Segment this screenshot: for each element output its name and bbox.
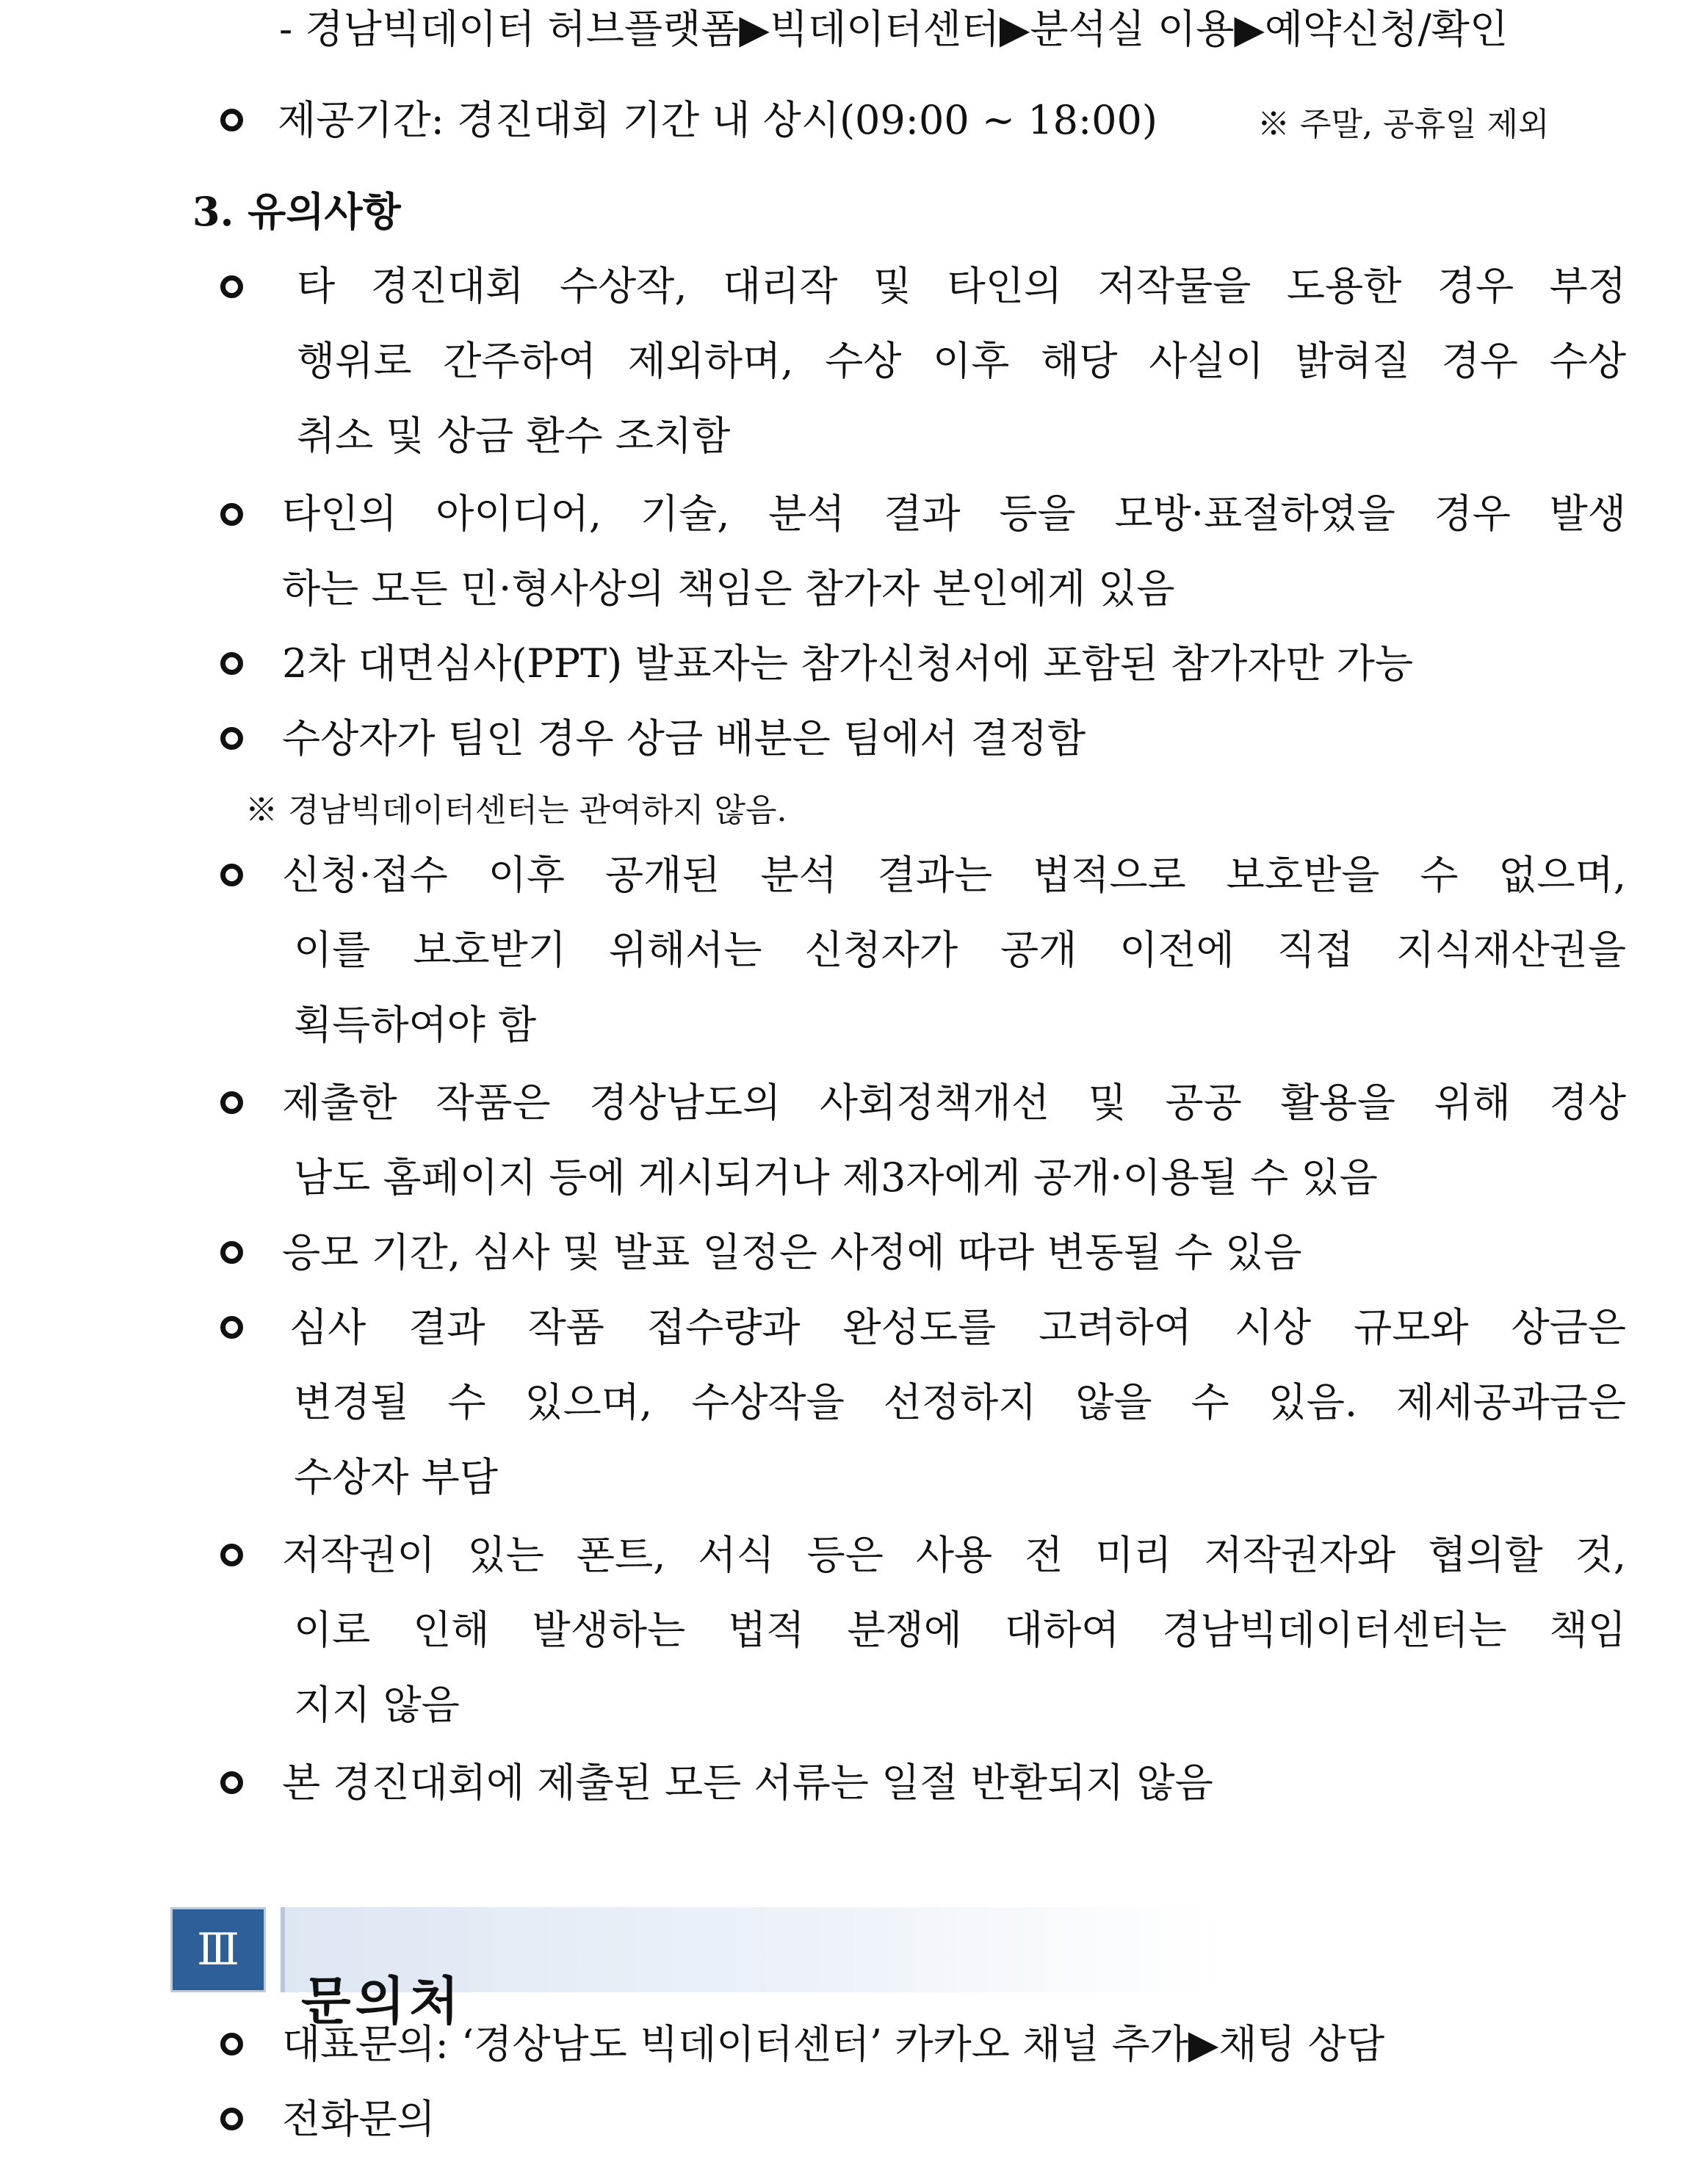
bullet-icon: [220, 1091, 243, 1114]
notice-line: 수상자가 팀인 경우 상금 배분은 팀에서 결정함: [282, 715, 1086, 762]
period-text: 제공기간: 경진대회 기간 내 상시(09:00 ~ 18:00): [278, 97, 1158, 143]
bullet-icon: [220, 1241, 243, 1264]
bullet-icon: [220, 864, 243, 886]
notice-line: 이로 인해 발생하는 법적 분쟁에 대하여 경남빅데이터센터는 책임: [294, 1607, 1626, 1653]
notice-line: 2차 대면심사(PPT) 발표자는 참가신청서에 포함된 참가자만 가능: [282, 640, 1414, 687]
contact-line: 대표문의: ‘경상남도 빅데이터센터’ 카카오 채널 추가▶채팅 상담: [282, 2021, 1385, 2067]
period-note: ※ 주말, 공휴일 제외: [1257, 106, 1550, 143]
notice-line: 본 경진대회에 제출된 모든 서류는 일절 반환되지 않음: [282, 1760, 1213, 1806]
contact-line: 전화문의: [282, 2096, 436, 2142]
bullet-icon: [220, 275, 243, 298]
bullet-icon: [220, 1771, 243, 1794]
notice-line: 저작권이 있는 폰트, 서식 등은 사용 전 미리 저작권자와 협의할 것,: [282, 1532, 1626, 1578]
notice-line: 제출한 작품은 경상남도의 사회정책개선 및 공공 활용을 위해 경상: [282, 1080, 1626, 1126]
notice-line: 심사 결과 작품 접수량과 완성도를 고려하여 시상 규모와 상금은: [289, 1304, 1626, 1350]
notice-line: 취소 및 상금 환수 조치함: [297, 413, 731, 459]
notice-line: 남도 홈페이지 등에 게시되거나 제3자에게 공개·이용될 수 있음: [294, 1154, 1378, 1201]
notice-line: 하는 모든 민·형사상의 책임은 참가자 본인에게 있음: [282, 565, 1175, 612]
bullet-icon: [220, 652, 243, 675]
notice-line: 타인의 아이디어, 기술, 분석 결과 등을 모방·표절하였을 경우 발생: [282, 491, 1626, 537]
bullet-icon: [220, 1544, 243, 1566]
bullet-icon: [220, 2033, 243, 2055]
bullet-icon: [220, 727, 243, 750]
path-line: - 경남빅데이터 허브플랫폼▶빅데이터센터▶분석실 이용▶예약신청/확인: [279, 6, 1509, 52]
section-heading: 3. 유의사항: [192, 188, 401, 235]
bullet-icon: [220, 503, 243, 526]
notice-line: 행위로 간주하여 제외하며, 수상 이후 해당 사실이 밝혀질 경우 수상: [297, 338, 1626, 384]
notice-line: 수상자 부담: [294, 1454, 498, 1500]
bullet-icon: [220, 109, 243, 131]
notice-line: 타 경진대회 수상작, 대리작 및 타인의 저작물을 도용한 경우 부정: [297, 263, 1626, 309]
section-number-badge: Ⅲ: [170, 1907, 266, 1992]
bullet-icon: [220, 1316, 243, 1339]
notice-line: 신청·접수 이후 공개된 분석 결과는 법적으로 보호받을 수 없으며,: [282, 852, 1626, 898]
section-title: 문의처: [301, 1971, 463, 2031]
notice-line: 변경될 수 있으며, 수상작을 선정하지 않을 수 있음. 제세공과금은: [294, 1379, 1626, 1425]
notice-line: 지지 않음: [294, 1682, 460, 1728]
notice-line: 이를 보호받기 위해서는 신청자가 공개 이전에 직접 지식재산권을: [294, 927, 1626, 973]
notice-note: ※ 경남빅데이터센터는 관여하지 않음.: [245, 792, 787, 829]
notice-line: 획득하여야 함: [294, 1002, 537, 1048]
bullet-icon: [220, 2108, 243, 2130]
notice-line: 응모 기간, 심사 및 발표 일정은 사정에 따라 변동될 수 있음: [282, 1229, 1302, 1276]
